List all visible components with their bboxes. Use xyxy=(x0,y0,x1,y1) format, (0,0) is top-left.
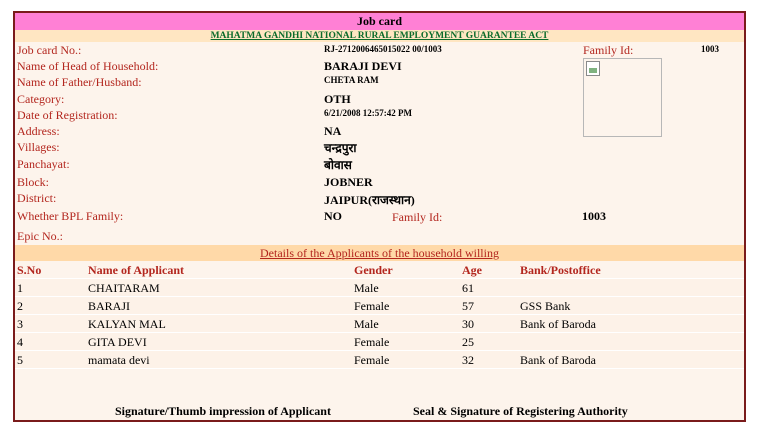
cell-name: GITA DEVI xyxy=(88,335,147,349)
table-row xyxy=(15,297,744,315)
header-name: Name of Applicant xyxy=(88,263,184,277)
address-value: NA xyxy=(324,124,342,138)
district-value: JAIPUR(राजस्थान) xyxy=(324,193,415,207)
family-id-value-2: 1003 xyxy=(582,209,606,223)
cell-age: 61 xyxy=(462,281,474,295)
head-label: Name of Head of Household: xyxy=(17,59,159,73)
header-gender: Gender xyxy=(354,263,393,277)
header-age: Age xyxy=(462,263,482,277)
header-sno: S.No xyxy=(17,263,42,277)
cell-name: KALYAN MAL xyxy=(88,317,166,331)
family-id-label-2: Family Id: xyxy=(392,210,443,224)
cell-gender: Female xyxy=(354,335,390,349)
job-card xyxy=(13,11,746,422)
cell-bank: GSS Bank xyxy=(520,299,571,313)
authority-signature-label: Seal & Signature of Registering Authority xyxy=(413,404,628,418)
father-value: CHETA RAM xyxy=(324,75,379,85)
cell-age: 57 xyxy=(462,299,474,313)
cell-gender: Male xyxy=(354,281,379,295)
head-value: BARAJI DEVI xyxy=(324,59,402,73)
family-id-label: Family Id: xyxy=(583,43,634,57)
table-row xyxy=(15,333,744,351)
block-label: Block: xyxy=(17,175,49,189)
cell-age: 30 xyxy=(462,317,474,331)
applicant-photo xyxy=(583,58,662,137)
panchayat-label: Panchayat: xyxy=(17,157,70,171)
cell-name: BARAJI xyxy=(88,299,131,313)
act-title-text: MAHATMA GANDHI NATIONAL RURAL EMPLOYMENT GUARANTEE ACT xyxy=(210,31,549,41)
cell-bank: Bank of Baroda xyxy=(520,317,596,331)
applicants-table xyxy=(15,262,744,369)
cell-name: mamata devi xyxy=(88,353,150,367)
cell-gender: Female xyxy=(354,353,390,367)
registration-label: Date of Registration: xyxy=(17,108,118,122)
applicants-section-title xyxy=(15,245,744,261)
epic-label: Epic No.: xyxy=(17,229,63,243)
father-label: Name of Father/Husband: xyxy=(17,75,142,89)
card-title: Job card xyxy=(15,13,744,30)
applicants-section-title-text: Details of the Applicants of the household willing xyxy=(260,246,499,260)
header-bank: Bank/Postoffice xyxy=(520,263,601,277)
family-id-value: 1003 xyxy=(701,44,719,54)
cell-sno: 4 xyxy=(17,335,23,349)
category-label: Category: xyxy=(17,92,65,106)
table-row xyxy=(15,315,744,333)
table-row xyxy=(15,351,744,369)
applicant-signature-label: Signature/Thumb impression of Applicant xyxy=(115,404,331,418)
district-label: District: xyxy=(17,191,57,205)
broken-image-icon xyxy=(586,61,600,76)
cell-sno: 5 xyxy=(17,353,23,367)
cell-sno: 3 xyxy=(17,317,23,331)
villages-label: Villages: xyxy=(17,140,60,154)
table-row xyxy=(15,279,744,297)
registration-value: 6/21/2008 12:57:42 PM xyxy=(324,108,412,118)
cell-bank: Bank of Baroda xyxy=(520,353,596,367)
villages-value: चन्द्रपुरा xyxy=(324,141,357,155)
bpl-value: NO xyxy=(324,209,342,223)
job-card-no-value: RJ-2712006465015022 00/1003 xyxy=(324,44,442,54)
act-title xyxy=(15,30,744,42)
cell-gender: Female xyxy=(354,299,390,313)
cell-age: 32 xyxy=(462,353,474,367)
block-value: JOBNER xyxy=(324,175,373,189)
job-card-no-label: Job card No.: xyxy=(17,43,82,57)
category-value: OTH xyxy=(324,92,351,106)
bpl-label: Whether BPL Family: xyxy=(17,209,124,223)
cell-name: CHAITARAM xyxy=(88,281,160,295)
cell-gender: Male xyxy=(354,317,379,331)
cell-age: 25 xyxy=(462,335,474,349)
table-header xyxy=(15,262,744,279)
cell-sno: 1 xyxy=(17,281,23,295)
cell-sno: 2 xyxy=(17,299,23,313)
address-label: Address: xyxy=(17,124,60,138)
panchayat-value: बोवास xyxy=(324,158,352,172)
